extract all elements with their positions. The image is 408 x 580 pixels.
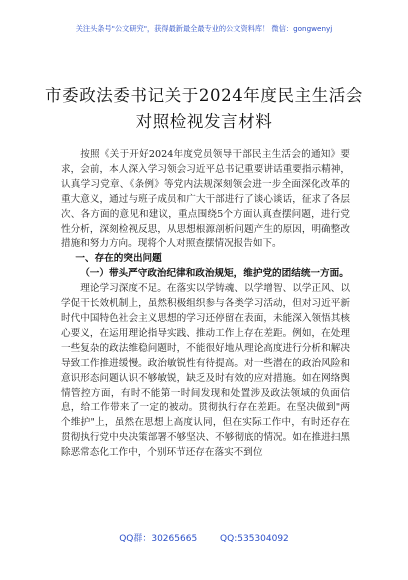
body-paragraph: 理论学习深度不足。在落实以学铸魂、以学增智、以学正风、以学促干长效机制上，虽然积极组织参与各类学习活动，但对习近平新时代中国特色社会主义思想的学习还停留在表面，未能深入领悟其核心要义，在运用理论指导实践、推动工作上存在差距。例如，在处理一些复杂的政法维稳问题时，不能很好地从理论高度进行分析和解决导致工作推进缓慢。政治敏锐性有待提高。对一些潜在的政治风险和意识形态问题认识不够敏锐，缺乏及时有效的应对措施。如在网络舆情管控方面，有时不能第一时间发现和处置涉及政法领域的负面信息，给工作带来了一定的被动。贯彻执行存在差距。在坚决做到"两个维护"上，虽然在思想上高度认同，但在实际工作中，有时还存在贯彻执行党中央决策部署不够坚决、不够彻底的情况。如在推进扫黑除恶常态化工作中，个别环节还存在落实不到位 xyxy=(61,283,350,459)
document-title-line-2: 对照检视发言材料 xyxy=(135,112,273,131)
intro-paragraph: 按照《关于开好2024年度党员领导干部民主生活会的通知》要求，会前，本人深入学习领会习近平总书记重要讲话重要指示精神，认真学习党章、《条例》等党内法规深刻领会进一步全面深化改革的重大意义，通过与班子成员和广大干部进行了谈心谈话，征求了各层次、各方面的意见和建议，重点围绕5个方面认真查摆问题，进行党性分析，深刻检视反思，从思想根源剖析问题产生的原因，明确整改措施和努力方向。现将个人对照查摆情况报告如下。 xyxy=(61,149,350,250)
promo-header-note: 关注头条号"公文研究"，获得最新最全最专业的公文资料库！ 微信：gongwenyj xyxy=(75,24,333,33)
section-heading: 一、存在的突出问题 xyxy=(75,253,162,265)
footer-contact xyxy=(0,531,408,544)
footer-qq-group: QQ群：30265665 xyxy=(119,534,198,544)
subsection-heading: （一）带头严守政治纪律和政治规矩，维护党的团结统一方面。 xyxy=(80,268,349,280)
document-title-line-1: 市委政法委书记关于2024年度民主生活会 xyxy=(45,86,363,105)
footer-qq: QQ:535304092 xyxy=(220,534,289,544)
document-body xyxy=(61,148,350,461)
